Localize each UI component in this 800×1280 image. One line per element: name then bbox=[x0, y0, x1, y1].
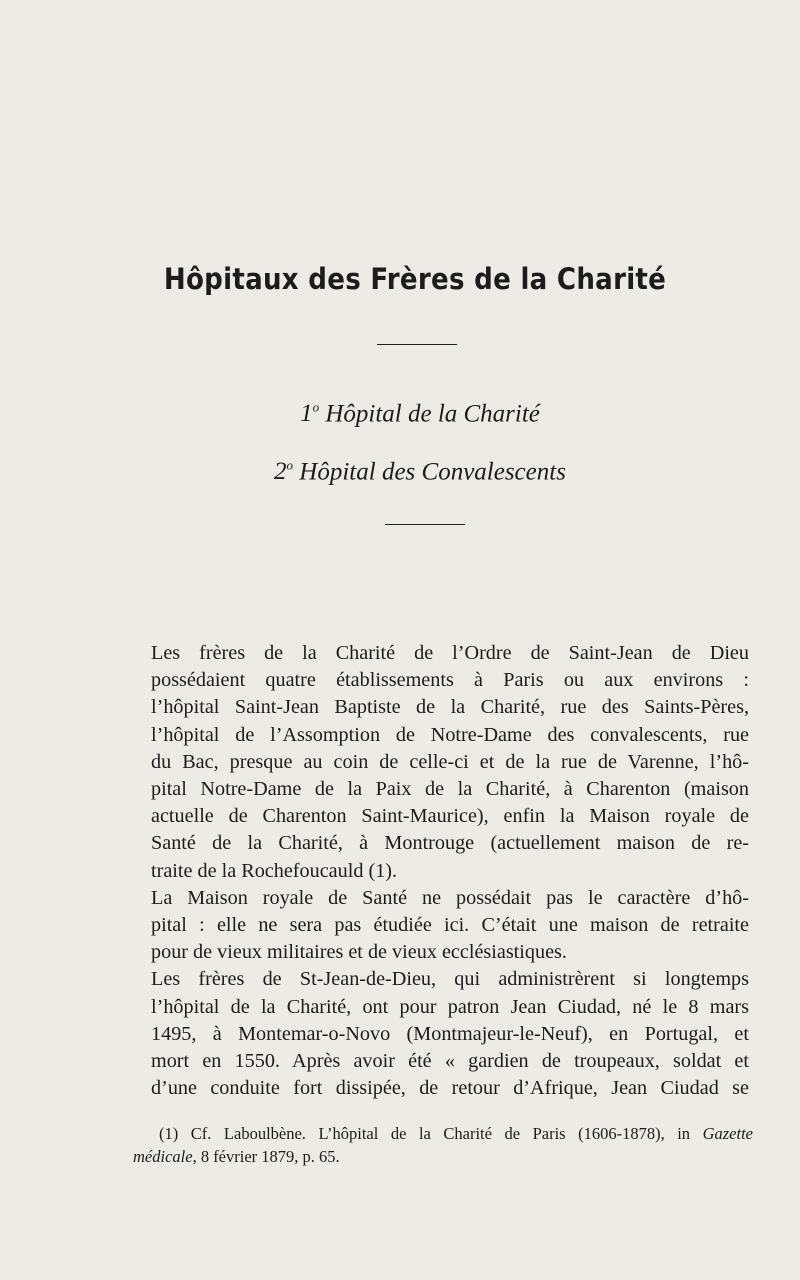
footnote-line-1: (1) Cf. Laboulbène. L’hôpital de la Charité de Paris (1606-1878), in Gazette bbox=[159, 1124, 753, 1143]
text-line: Les frères de St-Jean-de-Dieu, qui administrèrent si longtemps bbox=[151, 968, 749, 991]
subtitle-2 bbox=[0, 458, 800, 486]
paragraph-2 bbox=[133, 885, 749, 967]
subtitle-1-text: Hôpital de la Charité bbox=[325, 400, 540, 428]
text-line: mort en 1550. Après avoir été « gardien de troupeaux, soldat et bbox=[151, 1050, 749, 1073]
text-line: Santé de la Charité, à Montrouge (actuellement maison de re- bbox=[151, 832, 749, 855]
subtitle-2-number: 2$^o$ bbox=[274, 458, 294, 486]
subtitle-2-text: Hôpital des Convalescents bbox=[299, 458, 566, 486]
text-line: La Maison royale de Santé ne possédait pas le caractère d’hô- bbox=[151, 886, 749, 909]
subtitle-rule bbox=[385, 524, 465, 525]
footnote bbox=[133, 1122, 753, 1168]
text-line: Les frères de la Charité de l’Ordre de Saint-Jean de Dieu bbox=[151, 642, 749, 664]
text-line: pital Notre-Dame de la Paix de la Charité, à Charenton (maison bbox=[151, 778, 749, 801]
text-line: possédaient quatre établissements à Paris ou aux environs : bbox=[151, 669, 749, 692]
body-text bbox=[133, 640, 749, 1102]
text-line: l’hôpital de la Charité, ont pour patron Jean Ciudad, né le 8 mars bbox=[151, 995, 749, 1018]
paragraph-1 bbox=[133, 640, 749, 885]
text-line: d’une conduite fort dissipée, de retour d’Afrique, Jean Ciudad se bbox=[151, 1077, 749, 1100]
title-rule bbox=[377, 344, 457, 345]
text-line: traite de la Rochefoucauld (1). bbox=[151, 859, 398, 882]
subtitle-1 bbox=[0, 400, 800, 428]
text-line: l’hôpital Saint-Jean Baptiste de la Charité, rue des Saints-Pères, bbox=[151, 696, 749, 719]
text-line: pital : elle ne sera pas étudiée ici. C’était une maison de retraite bbox=[151, 914, 749, 937]
text-line: l’hôpital de l’Assomption de Notre-Dame des convalescents, rue bbox=[151, 723, 749, 746]
page-title: Hôpitaux des Frères de la Charité bbox=[163, 262, 667, 296]
text-line: 1495, à Montemar-o-Novo (Montmajeur-le-Neuf), en Portugal, et bbox=[151, 1022, 749, 1045]
footnote-line-2: médicale, 8 février 1879, p. 65. bbox=[133, 1147, 340, 1166]
text-line: pour de vieux militaires et de vieux ecclésiastiques. bbox=[151, 941, 567, 964]
text-line: du Bac, presque au coin de celle-ci et de la rue de Varenne, l’hô- bbox=[151, 750, 749, 773]
subtitle-1-number: 1$^o$ bbox=[300, 400, 320, 428]
paragraph-3 bbox=[133, 966, 749, 1102]
text-line: actuelle de Charenton Saint-Maurice), enfin la Maison royale de bbox=[151, 805, 749, 828]
